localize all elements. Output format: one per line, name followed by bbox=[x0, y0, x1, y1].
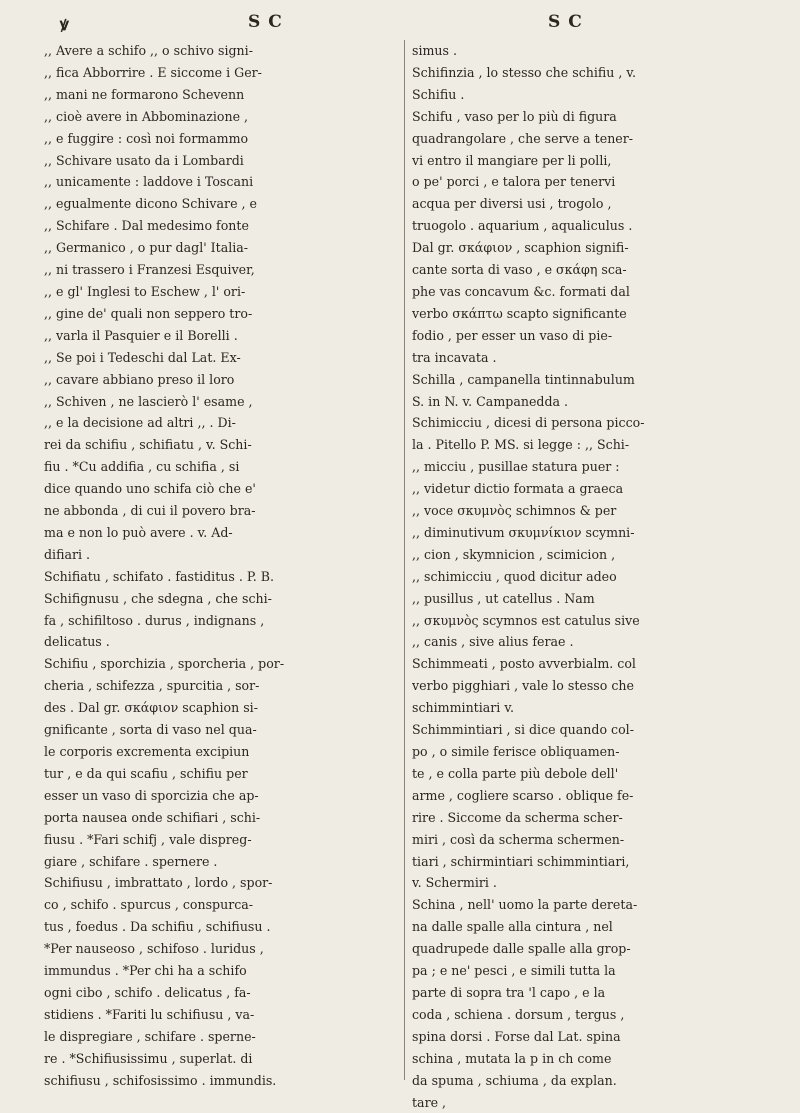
text-line: ,, mani ne formarono Schevenn bbox=[44, 84, 404, 106]
text-line: ,, unicamente : laddove i Toscani bbox=[44, 171, 404, 193]
text-line: ,, cioè avere in Abbominazione , bbox=[44, 106, 404, 128]
text-line: tare , bbox=[412, 1092, 768, 1113]
text-line: Schilla , campanella tintinnabulum bbox=[412, 369, 768, 391]
text-line: spina dorsi . Forse dal Lat. spina bbox=[412, 1026, 768, 1048]
text-line: difiari . bbox=[44, 544, 404, 566]
text-line: ,, egualmente dicono Schivare , e bbox=[44, 193, 404, 215]
text-line: ,, cavare abbiano preso il loro bbox=[44, 369, 404, 391]
text-line: giare , schifare . spernere . bbox=[44, 851, 404, 873]
text-line: truogolo . aquarium , aqualiculus . bbox=[412, 215, 768, 237]
text-line: na dalle spalle alla cintura , nel bbox=[412, 916, 768, 938]
text-line: Schina , nell' uomo la parte dereta- bbox=[412, 894, 768, 916]
text-line: Dal gr. σκάφιον , scaphion signifi- bbox=[412, 237, 768, 259]
text-line: ,, cion , skymnicion , scimicion , bbox=[412, 544, 768, 566]
text-line: co , schifo . spurcus , conspurca- bbox=[44, 894, 404, 916]
text-line: Schifiu , sporchizia , sporcheria , por- bbox=[44, 653, 404, 675]
text-line: rire . Siccome da scherma scher- bbox=[412, 807, 768, 829]
text-line: ,, e fuggire : così noi formammo bbox=[44, 128, 404, 150]
text-line: ,, Avere a schifo ,, o schivo signi- bbox=[44, 40, 404, 62]
text-line: vi entro il mangiare per li polli, bbox=[412, 150, 768, 172]
text-line: ,, schimicciu , quod dicitur adeo bbox=[412, 566, 768, 588]
text-line: ,, videtur dictio formata a graeca bbox=[412, 478, 768, 500]
ornament-mark: ꝟ bbox=[60, 12, 70, 35]
text-line: schifiusu , schifosissimo . immundis. bbox=[44, 1070, 404, 1092]
text-line: schimmintiari v. bbox=[412, 697, 768, 719]
left-column bbox=[44, 40, 404, 1092]
text-line: fiusu . *Fari schifj , vale dispreg- bbox=[44, 829, 404, 851]
text-line: quadrupede dalle spalle alla grop- bbox=[412, 938, 768, 960]
text-line: ,, ni trassero i Franzesi Esquiver, bbox=[44, 259, 404, 281]
text-line: S. in N. v. Campanedda . bbox=[412, 391, 768, 413]
text-line: Schifignusu , che sdegna , che schi- bbox=[44, 588, 404, 610]
text-line: fiu . *Cu addifia , cu schifia , si bbox=[44, 456, 404, 478]
right-column bbox=[412, 40, 768, 1113]
text-line: simus . bbox=[412, 40, 768, 62]
text-line: parte di sopra tra 'l capo , e la bbox=[412, 982, 768, 1004]
text-line: ,, Schiven , ne lascierò l' esame , bbox=[44, 391, 404, 413]
text-line: esser un vaso di sporcizia che ap- bbox=[44, 785, 404, 807]
text-line: Schimmeati , posto avverbialm. col bbox=[412, 653, 768, 675]
text-line: tiari , schirmintiari schimmintiari, bbox=[412, 851, 768, 873]
text-line: le corporis excrementa excipiun bbox=[44, 741, 404, 763]
text-line: phe vas concavum &c. formati dal bbox=[412, 281, 768, 303]
text-line: dice quando uno schifa ciò che e' bbox=[44, 478, 404, 500]
text-line: Schifinzia , lo stesso che schifiu , v. bbox=[412, 62, 768, 84]
text-line: porta nausea onde schifiari , schi- bbox=[44, 807, 404, 829]
text-line: pa ; e ne' pesci , e simili tutta la bbox=[412, 960, 768, 982]
text-line: Schimmintiari , si dice quando col- bbox=[412, 719, 768, 741]
right-running-head: S C bbox=[548, 12, 583, 32]
text-line: ,, canis , sive alius ferae . bbox=[412, 631, 768, 653]
text-line: rei da schifiu , schifiatu , v. Schi- bbox=[44, 434, 404, 456]
text-line: arme , cogliere scarso . oblique fe- bbox=[412, 785, 768, 807]
text-line: immundus . *Per chi ha a schifo bbox=[44, 960, 404, 982]
text-line: v. Schermiri . bbox=[412, 872, 768, 894]
text-line: ,, e la decisione ad altri ,, . Di- bbox=[44, 412, 404, 434]
text-line: schina , mutata la p in ch come bbox=[412, 1048, 768, 1070]
text-line: Schifiu . bbox=[412, 84, 768, 106]
text-line: ogni cibo , schifo . delicatus , fa- bbox=[44, 982, 404, 1004]
text-line: cante sorta di vaso , e σκάφη sca- bbox=[412, 259, 768, 281]
text-line: gnificante , sorta di vaso nel qua- bbox=[44, 719, 404, 741]
text-line: ,, gine de' quali non seppero tro- bbox=[44, 303, 404, 325]
text-line: Schifiatu , schifato . fastiditus . P. B. bbox=[44, 566, 404, 588]
text-line: acqua per diversi usi , trogolo , bbox=[412, 193, 768, 215]
text-line: fa , schifiltoso . durus , indignans , bbox=[44, 610, 404, 632]
text-line: ,, Schivare usato da i Lombardi bbox=[44, 150, 404, 172]
text-line: te , e colla parte più debole dell' bbox=[412, 763, 768, 785]
text-line: Schimicciu , dicesi di persona picco- bbox=[412, 412, 768, 434]
text-line: miri , così da scherma schermen- bbox=[412, 829, 768, 851]
text-line: ,, e gl' Inglesi to Eschew , l' ori- bbox=[44, 281, 404, 303]
text-line: ,, diminutivum σκυμνίκιον scymni- bbox=[412, 522, 768, 544]
text-line: quadrangolare , che serve a tener- bbox=[412, 128, 768, 150]
text-line: ,, pusillus , ut catellus . Nam bbox=[412, 588, 768, 610]
text-line: tra incavata . bbox=[412, 347, 768, 369]
text-line: verbo σκάπτω scapto significante bbox=[412, 303, 768, 325]
text-line: verbo pigghiari , vale lo stesso che bbox=[412, 675, 768, 697]
text-line: la . Pitello P. MS. si legge : ,, Schi- bbox=[412, 434, 768, 456]
text-line: Schifiusu , imbrattato , lordo , spor- bbox=[44, 872, 404, 894]
text-line: tur , e da qui scafiu , schifiu per bbox=[44, 763, 404, 785]
text-line: ,, Schifare . Dal medesimo fonte bbox=[44, 215, 404, 237]
text-line: ,, Se poi i Tedeschi dal Lat. Ex- bbox=[44, 347, 404, 369]
text-line: ,, fica Abborrire . E siccome i Ger- bbox=[44, 62, 404, 84]
text-line: cheria , schifezza , spurcitia , sor- bbox=[44, 675, 404, 697]
text-line: o pe' porci , e talora per tenervi bbox=[412, 171, 768, 193]
text-line: delicatus . bbox=[44, 631, 404, 653]
text-line: coda , schiena . dorsum , tergus , bbox=[412, 1004, 768, 1026]
text-line: ,, Germanico , o pur dagl' Italia- bbox=[44, 237, 404, 259]
text-line: ,, σκυμνὸς scymnos est catulus sive bbox=[412, 610, 768, 632]
text-line: re . *Schifiusissimu , superlat. di bbox=[44, 1048, 404, 1070]
text-line: ,, varla il Pasquier e il Borelli . bbox=[44, 325, 404, 347]
text-line: ,, micciu , pusillae statura puer : bbox=[412, 456, 768, 478]
text-line: stidiens . *Fariti lu schifiusu , va- bbox=[44, 1004, 404, 1026]
running-header bbox=[0, 6, 800, 40]
text-line: tus , foedus . Da schifiu , schifiusu . bbox=[44, 916, 404, 938]
text-line: le dispregiare , schifare . sperne- bbox=[44, 1026, 404, 1048]
text-line: ,, voce σκυμνὸς schimnos & per bbox=[412, 500, 768, 522]
text-line: fodio , per esser un vaso di pie- bbox=[412, 325, 768, 347]
text-line: po , o simile ferisce obliquamen- bbox=[412, 741, 768, 763]
column-divider bbox=[404, 40, 405, 1080]
text-line: Schifu , vaso per lo più di figura bbox=[412, 106, 768, 128]
text-line: ma e non lo può avere . v. Ad- bbox=[44, 522, 404, 544]
text-line: da spuma , schiuma , da explan. bbox=[412, 1070, 768, 1092]
text-line: des . Dal gr. σκάφιον scaphion si- bbox=[44, 697, 404, 719]
text-line: ne abbonda , di cui il povero bra- bbox=[44, 500, 404, 522]
text-line: *Per nauseoso , schifoso . luridus , bbox=[44, 938, 404, 960]
left-running-head: S C bbox=[248, 12, 283, 32]
